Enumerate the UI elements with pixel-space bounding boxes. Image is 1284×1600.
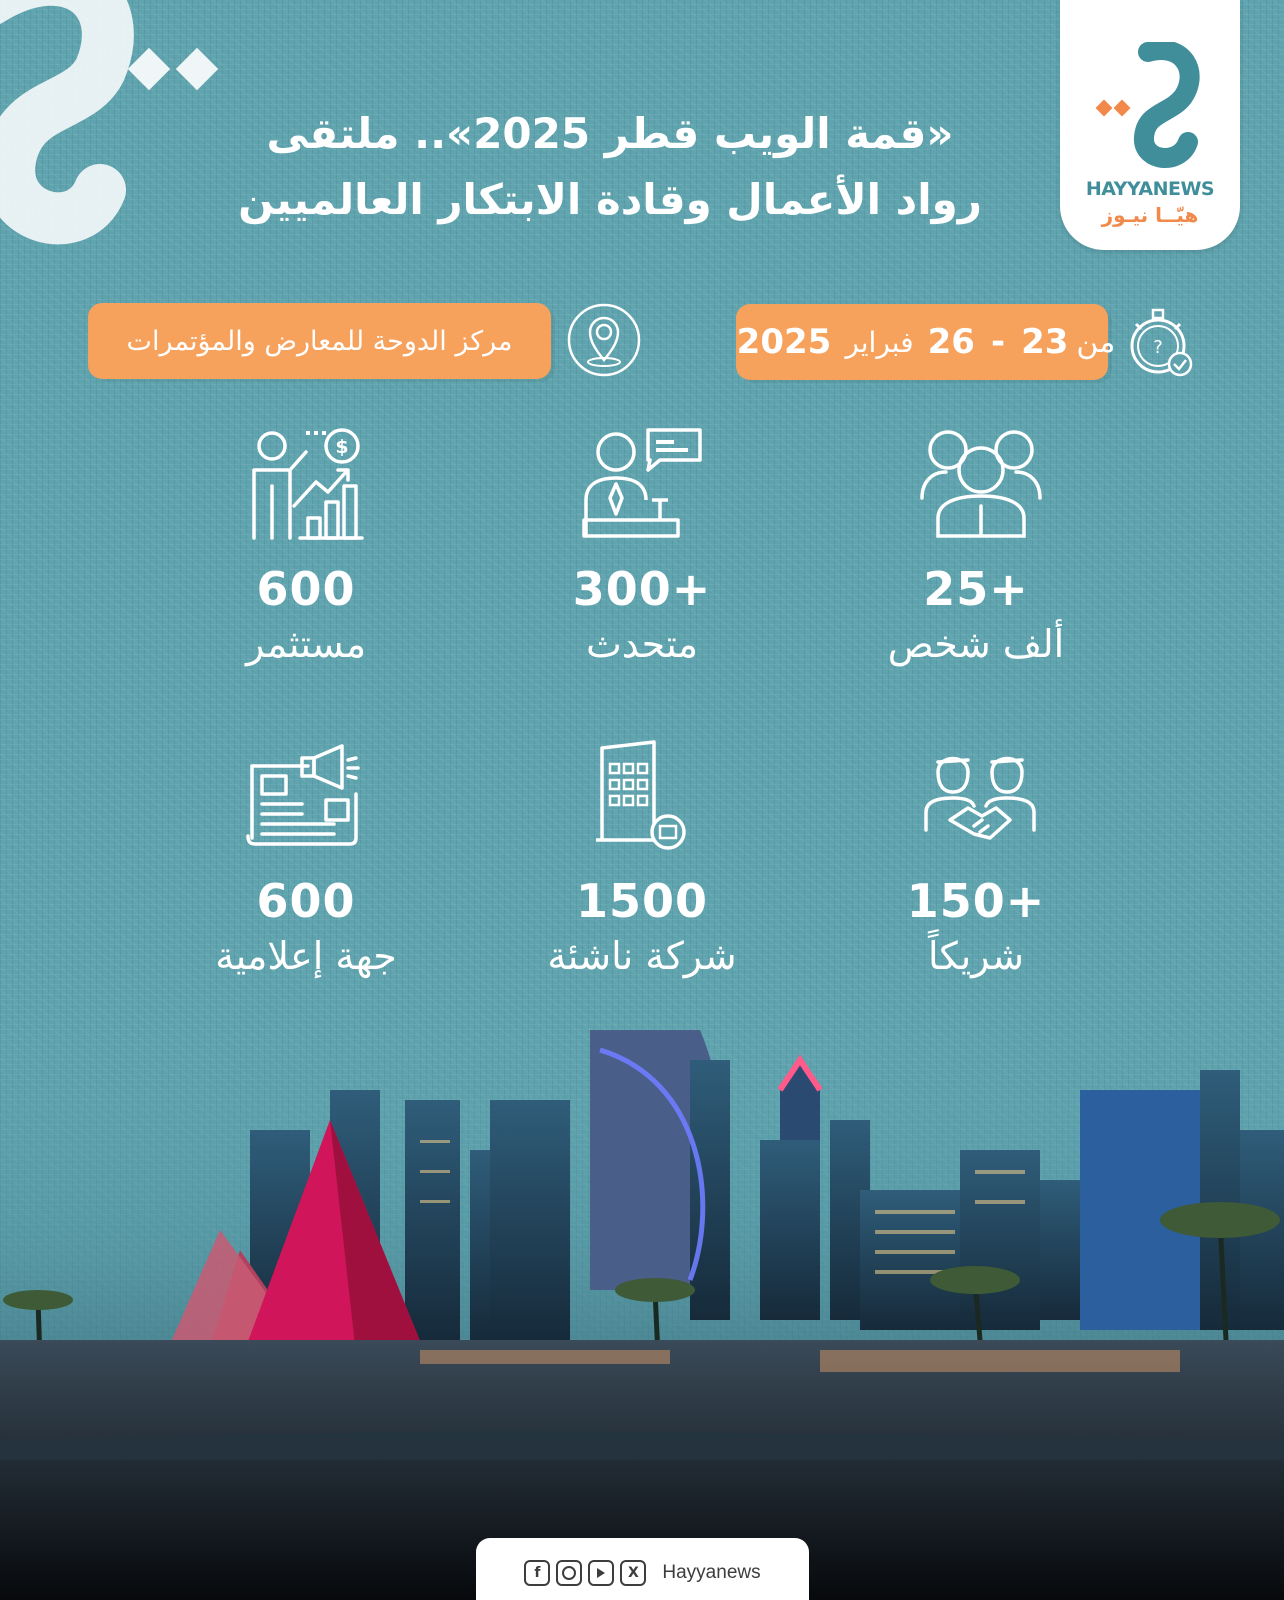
partners-handshake-icon (924, 742, 1036, 852)
stat-label-investors: مستثمر (245, 622, 367, 666)
date-start: 23 (1021, 322, 1069, 362)
headline-line-2: رواد الأعمال وقادة الابتكار العالميين (238, 175, 982, 224)
svg-text:$: $ (335, 436, 349, 458)
headline-line-1: «قمة الويب قطر 2025».. ملتقى (266, 109, 954, 158)
hayyanews-logo-icon (1088, 42, 1218, 172)
stat-number-investors: 600 (256, 562, 356, 616)
logo-arabic-text: هيّــا نيـوز (1101, 203, 1199, 227)
social-handle[interactable]: Hayyanews (662, 1562, 761, 1583)
startup-building-icon (596, 740, 688, 852)
event-date-pill (736, 304, 1116, 380)
date-prefix: من (1076, 324, 1116, 360)
stopwatch-icon (1126, 304, 1196, 380)
venue-text: مركز الدوحة للمعارض والمؤتمرات (126, 325, 513, 357)
location-pin-icon (566, 302, 642, 378)
date-end: 26 (927, 322, 975, 362)
investor-growth-icon (246, 426, 364, 542)
stat-number-media: 600 (256, 874, 356, 928)
doha-skyline-photo (0, 1020, 1284, 1600)
date-separator: - (990, 322, 1006, 362)
social-footer-bar (476, 1538, 809, 1600)
facebook-icon[interactable]: f (524, 1560, 550, 1586)
stat-label-attendees: ألف شخص (887, 622, 1065, 666)
stat-label-media: جهة إعلامية (215, 934, 397, 978)
stat-label-startups: شركة ناشئة (547, 934, 737, 978)
stat-number-attendees: 25+ (923, 562, 1029, 616)
media-megaphone-icon (246, 744, 364, 850)
event-venue-pill (88, 303, 551, 379)
watermark-logo-glyph (0, 0, 140, 280)
brand-logo[interactable] (1060, 0, 1240, 250)
crowd-people-icon (918, 424, 1044, 540)
instagram-icon[interactable] (556, 1560, 582, 1586)
stat-number-speakers: 300+ (572, 562, 712, 616)
svg-text:?: ? (1153, 337, 1163, 358)
x-icon[interactable]: X (620, 1560, 646, 1586)
youtube-icon[interactable] (588, 1560, 614, 1586)
stat-number-startups: 1500 (575, 874, 709, 928)
stat-label-speakers: متحدث (585, 622, 699, 666)
speaker-podium-icon (582, 428, 702, 540)
watermark-dots-icon (120, 40, 240, 100)
date-year: 2025 (736, 322, 832, 362)
stat-label-partners: شريكاً (928, 934, 1024, 978)
date-month: فبراير (845, 325, 914, 359)
stat-number-partners: 150+ (906, 874, 1046, 928)
logo-english-text: HAYYANEWS (1085, 178, 1215, 200)
